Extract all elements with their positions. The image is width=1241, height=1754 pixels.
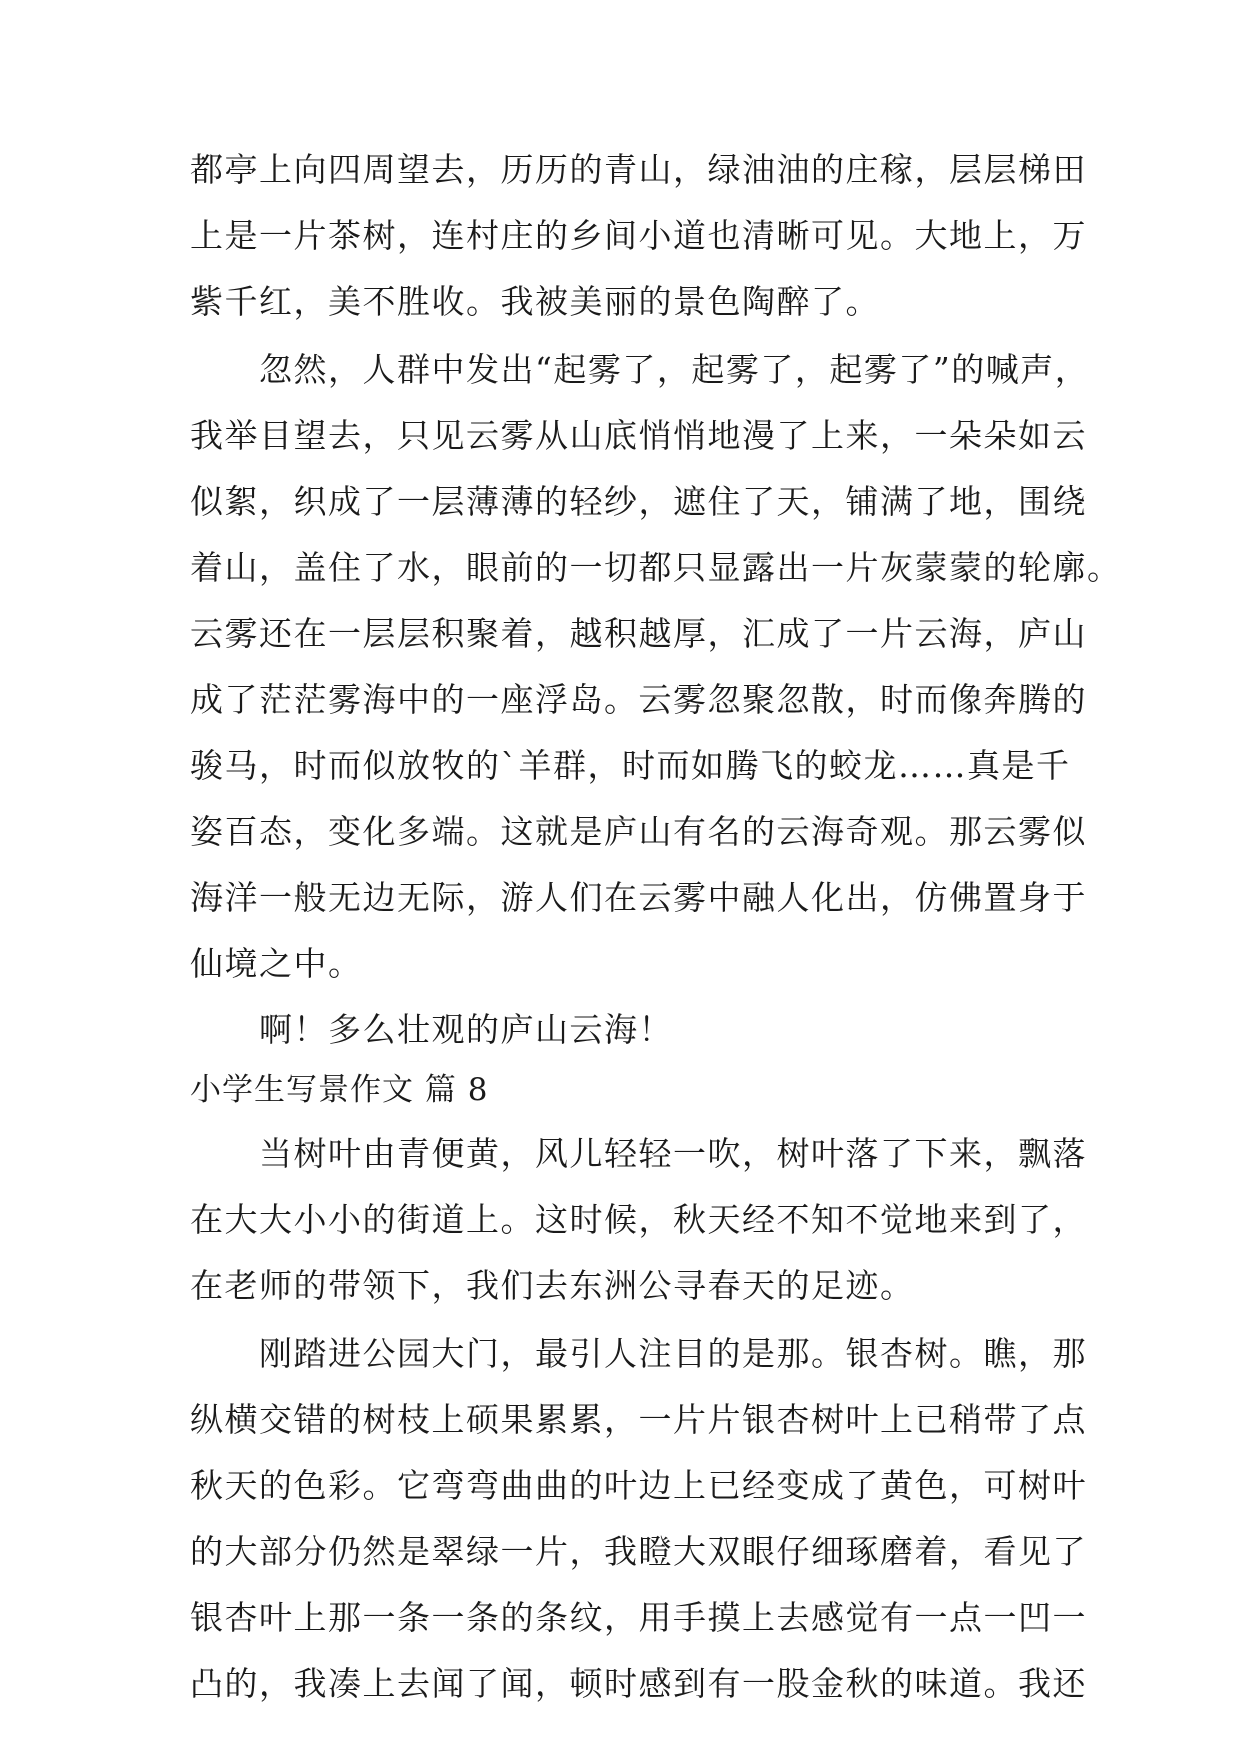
paragraph-line: 成了茫茫雾海中的一座浮岛。云雾忽聚忽散，时而像奔腾的 [190,680,1087,719]
paragraph-line: 凸的，我凑上去闻了闻，顿时感到有一股金秋的味道。我还 [190,1664,1087,1703]
paragraph-line: 海洋一般无边无际，游人们在云雾中融人化出，仿佛置身于 [190,878,1087,917]
paragraph-line: 着山，盖住了水，眼前的一切都只显露出一片灰蒙蒙的轮廓。 [190,548,1122,587]
paragraph-line: 刚踏进公园大门，最引人注目的是那。银杏树。瞧，那 [190,1334,1087,1373]
paragraph-line: 仙境之中。 [190,944,363,983]
paragraph-line: 当树叶由青便黄，风儿轻轻一吹，树叶落了下来，飘落 [190,1134,1087,1173]
paragraph-line: 都亭上向四周望去，历历的青山，绿油油的庄稼，层层梯田 [190,150,1087,189]
paragraph-line: 云雾还在一层层积聚着，越积越厚，汇成了一片云海，庐山 [190,614,1087,653]
paragraph-line: 秋天的色彩。它弯弯曲曲的叶边上已经变成了黄色，可树叶 [190,1466,1087,1505]
paragraph-line: 在大大小小的街道上。这时候，秋天经不知不觉地来到了， [190,1200,1087,1239]
paragraph-line: 银杏叶上那一条一条的条纹，用手摸上去感觉有一点一凹一 [190,1598,1087,1637]
paragraph-line: 我举目望去，只见云雾从山底悄悄地漫了上来，一朵朵如云 [190,416,1087,455]
paragraph-line: 似絮，织成了一层薄薄的轻纱，遮住了天，铺满了地，围绕 [190,482,1087,521]
paragraph-line: 紫千红，美不胜收。我被美丽的景色陶醉了。 [190,282,880,321]
paragraph-line: 在老师的带领下，我们去东洲公寻春天的足迹。 [190,1266,915,1305]
paragraph-line: 姿百态，变化多端。这就是庐山有名的云海奇观。那云雾似 [190,812,1087,851]
paragraph-line: 啊！多么壮观的庐山云海！ [190,1010,673,1049]
paragraph-line: 骏马，时而似放牧的`羊群，时而如腾飞的蛟龙……真是千 [190,746,1071,785]
section-heading: 小学生写景作文 篇 8 [190,1072,489,1108]
paragraph-line: 忽然，人群中发出“起雾了，起雾了，起雾了”的喊声， [190,350,1090,389]
paragraph-line: 的大部分仍然是翠绿一片，我瞪大双眼仔细琢磨着，看见了 [190,1532,1087,1571]
paragraph-line: 纵横交错的树枝上硕果累累，一片片银杏树叶上已稍带了点 [190,1400,1087,1439]
paragraph-line: 上是一片茶树，连村庄的乡间小道也清晰可见。大地上，万 [190,216,1087,255]
